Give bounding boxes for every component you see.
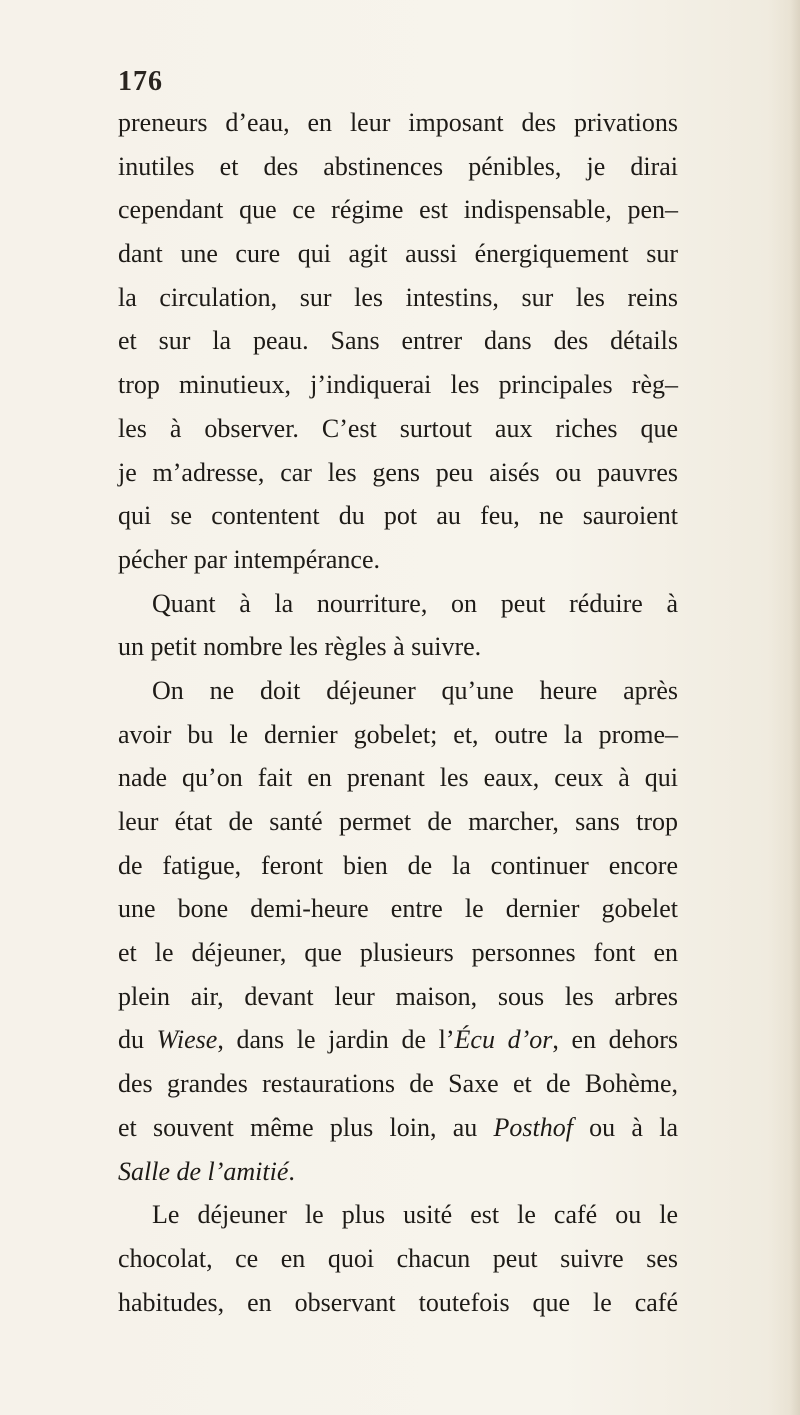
italic-place-name: Posthof [493,1112,573,1142]
italic-place-name: Écu d’or [454,1025,553,1055]
text-line: trop minutieux, j’indiquerai les principales règ– [118,370,678,400]
text-fragment: , en dehors [552,1025,679,1055]
text-line-with-italics [118,1018,678,1062]
text-line: Quant à la nourriture, on peut réduire à [152,588,678,618]
text-line: Le déjeuner le plus usité est le café ou le [152,1200,678,1230]
text-fragment: , dans le jardin de l’ [217,1025,455,1055]
text-fragment: du [118,1025,157,1055]
text-line: et sur la peau. Sans entrer dans des détails [118,326,678,356]
body-text [118,101,678,1324]
text-line: des grandes restaurations de Saxe et de Bohème, [118,1069,678,1099]
text-fragment: et souvent même plus loin, au [118,1112,494,1142]
text-line: nade qu’on fait en prenant les eaux, ceux à qui [118,763,678,793]
text-line: chocolat, ce en quoi chacun peut suivre ses [118,1243,678,1273]
text-line: les à observer. C’est surtout aux riches que [118,413,678,443]
text-line: et le déjeuner, que plusieurs personnes font en [118,938,678,968]
text-line-with-italics [118,1106,678,1150]
text-fragment: . [288,1156,295,1186]
text-line: un petit nombre les règles à suivre. [118,632,482,662]
text-line: habitudes, en observant toutefois que le café [118,1287,678,1317]
text-line: pécher par intempérance. [118,544,381,574]
text-line: cependant que ce régime est indispensable, pen– [118,195,678,225]
text-line: la circulation, sur les intestins, sur les reins [118,282,678,312]
text-line: preneurs d’eau, en leur imposant des privations [118,108,678,137]
text-line: je m’adresse, car les gens peu aisés ou pauvres [118,457,678,487]
text-line: dant une cure qui agit aussi énergiquement sur [118,239,678,269]
text-line: une bone demi-heure entre le dernier gobelet [118,894,678,924]
text-line: plein air, devant leur maison, sous les arbres [118,981,678,1011]
text-line: leur état de santé permet de marcher, sans trop [118,807,678,836]
page-edge-shadow [790,0,800,1415]
italic-place-name: Wiese [156,1025,218,1055]
text-fragment: ou à la [572,1112,678,1142]
text-line: de fatigue, feront bien de la continuer encore [118,850,678,880]
italic-place-name: Salle de l’amitié [118,1156,289,1186]
text-line: avoir bu le dernier gobelet; et, outre la prome– [118,719,678,749]
text-line: On ne doit déjeuner qu’une heure après [152,675,678,705]
text-line: qui se contentent du pot au feu, ne sauroient [118,501,678,531]
text-line: inutiles et des abstinences pénibles, je dirai [118,151,678,181]
page-number: 176 [118,66,163,97]
text-line-with-italics [118,1150,678,1194]
